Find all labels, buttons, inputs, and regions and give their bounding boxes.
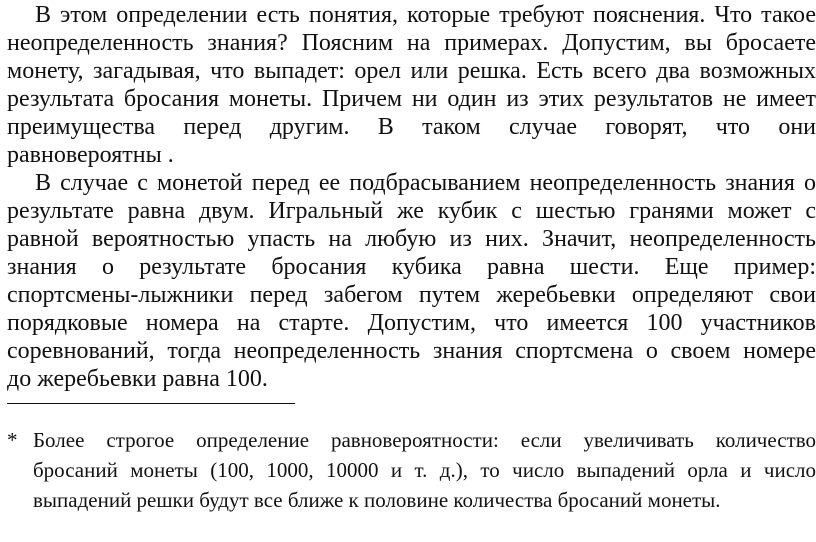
footnote-marker: *: [7, 428, 18, 452]
text-line: соревнований, тогда неопределенность знания спортсмена о своем номере: [7, 338, 816, 364]
text-line: В этом определении есть понятия, которые требуют пояснения. Что такое: [35, 2, 816, 28]
footnote-line: Более строгое определение равновероятности: если увеличивать количество: [33, 428, 816, 452]
text-line: результате равна двум. Игральный же кубик с шестью гранями может с: [7, 198, 816, 224]
text-line: спортсмены-лыжники перед забегом путем жеребьевки определяют свои: [7, 282, 816, 308]
footnote-line: выпадений решки будут все ближе к половине количества бросаний монеты.: [33, 488, 721, 512]
text-line: порядковые номера на старте. Допустим, что имеется 100 участников: [7, 310, 816, 336]
text-line: равновероятны .: [7, 142, 174, 168]
text-line: В случае с монетой перед ее подбрасыванием неопределенность знания о: [35, 170, 816, 196]
footnote-line: бросаний монеты (100, 1000, 10000 и т. д.), то число выпадений орла и число: [33, 458, 816, 482]
text-line: преимущества перед другим. В таком случае говорят, что они: [7, 114, 816, 140]
text-line: знания о результате бросания кубика равна шести. Еще пример:: [7, 254, 816, 280]
text-line: результата бросания монеты. Причем ни один из этих результатов не имеет: [7, 86, 816, 112]
text-line: до жеребьевки равна 100.: [7, 366, 268, 392]
text-line: неопределенность знания? Поясним на примерах. Допустим, вы бросаете: [7, 30, 816, 56]
footnote-separator: [7, 403, 295, 404]
text-line: равной вероятностью упасть на любую из них. Значит, неопределенность: [7, 226, 816, 252]
text-line: монету, загадывая, что выпадет: орел или решка. Есть всего два возможных: [7, 58, 816, 84]
